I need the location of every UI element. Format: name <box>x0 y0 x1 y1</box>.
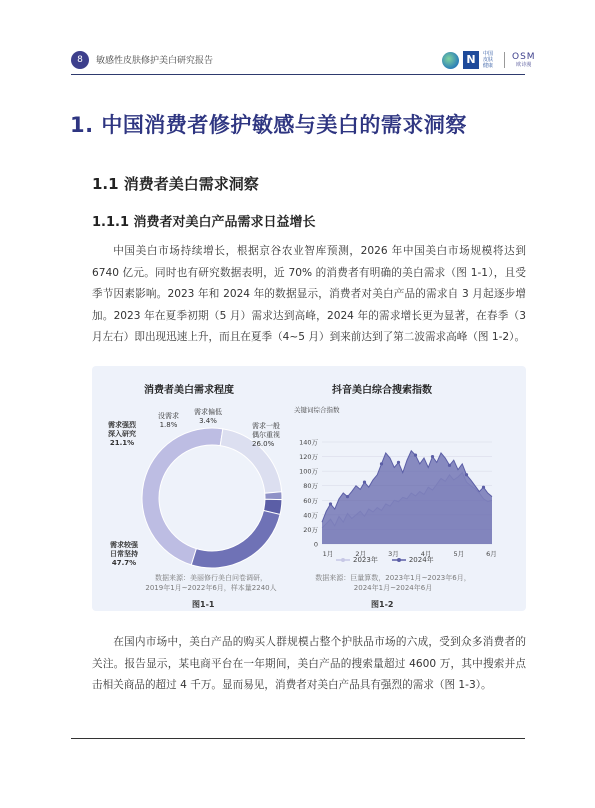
series-point <box>465 473 468 476</box>
footer-divider <box>71 738 525 739</box>
donut-chart-title: 消费者美白需求程度 <box>144 385 234 396</box>
y-tick-label: 100万 <box>299 467 318 476</box>
header-divider <box>71 74 525 75</box>
paragraph-text: 在国内市场中，美白产品的购买人群规模占整个护肤品市场的六成，受到众多消费者的关注。报告显示，某电商平台在一年期间，美白产品的搜索量超过 4600 万，其中搜索并点击相关商品的超过 4 千万。显而易见，消费者对美白产品具有强烈的需求（图 1-3）。 <box>92 636 526 691</box>
x-tick-label: 3月 <box>388 550 399 558</box>
y-tick-label: 140万 <box>299 438 318 447</box>
series-point <box>397 461 400 464</box>
x-tick-label: 1月 <box>322 550 334 558</box>
x-tick-label: 2月 <box>355 550 367 558</box>
y-tick-label: 20万 <box>303 525 318 534</box>
legend-2024: 2024年 <box>392 555 434 565</box>
page-header <box>0 0 595 80</box>
figure1-source: 数据来源：美丽修行美白问卷调研， 2019年1月~2022年6月，样本量2240人 <box>145 574 277 592</box>
logo-text: 中国皮肤健康 <box>483 51 494 69</box>
subsection-title: 1.1.1 消费者对美白产品需求日益增长 <box>92 215 316 230</box>
chart-legend <box>336 555 434 565</box>
label-no-demand: 没需求 1.8% <box>158 412 179 429</box>
figure1-caption: 图1-1 <box>192 600 215 609</box>
logo-divider <box>504 52 505 68</box>
series-point <box>482 486 485 489</box>
line-chart-title: 抖音美白综合搜索指数 <box>332 385 432 396</box>
y-tick-label: 60万 <box>303 496 318 505</box>
paragraph-2 <box>92 632 526 697</box>
area-chart <box>288 402 498 572</box>
figure-panel <box>92 366 526 611</box>
section-title: 1.1 消费者美白需求洞察 <box>92 175 259 193</box>
report-name: 敏感性皮肤修护美白研究报告 <box>96 56 214 66</box>
series-point <box>346 495 349 498</box>
y-tick-label: 0 <box>313 540 318 549</box>
label-strong-demand: 需求强烈 深入研究 21.1% <box>108 421 136 447</box>
series-point <box>363 480 366 483</box>
donut-slice <box>191 510 280 568</box>
label-low-demand: 需求偏低 3.4% <box>194 408 222 425</box>
osm-logo: OSM 欧诗漫 <box>512 52 536 68</box>
series-point <box>448 464 451 467</box>
label-daily-demand: 需求较强 日常坚持 47.7% <box>110 541 138 567</box>
series-point <box>414 454 417 457</box>
legend-2023: 2023年 <box>336 555 378 565</box>
logo-group <box>442 50 536 70</box>
series-point <box>380 462 383 465</box>
y-tick-label: 120万 <box>299 453 318 462</box>
x-tick-label: 5月 <box>453 550 465 558</box>
page-number: 8 <box>71 51 89 69</box>
donut-slice <box>265 492 282 500</box>
figure2-source: 数据来源：巨量算数，2023年1月~2023年6月， 2024年1月~2024年6月 <box>315 574 471 592</box>
chapter-title: 1. 中国消费者修护敏感与美白的需求洞察 <box>70 113 467 137</box>
paragraph-text: 中国美白市场持续增长，根据京谷农业智库预测，2026 年中国美白市场规模将达到 6740 亿元。同时也有研究数据表明，近 70% 的消费者有明确的美白需求（图 1-1），且受季节因素影响。2023 年和 2024 年的数据显示，消费者对美白产品的需求自 3 月起逐步增加。2023 年在夏季初期（5 月）需求达到高峰，2024 年的需求增长更为显著，在春季（3 月左右）即出现迅速上升，而且在夏季（4~5 月）到来前达到了第二波需求高峰（图 1-2）。 <box>92 245 526 343</box>
x-tick-label: 4月 <box>420 550 432 558</box>
paragraph-1 <box>92 241 526 349</box>
x-tick-label: 6月 <box>486 550 497 558</box>
donut-slice <box>142 428 223 565</box>
globe-logo-icon <box>442 52 459 69</box>
y-axis-title: 关键词综合指数 <box>294 406 340 414</box>
label-occasional-demand: 需求一般 偶尔重视 26.0% <box>252 422 280 448</box>
figure2-caption: 图1-2 <box>371 600 394 609</box>
y-tick-label: 80万 <box>303 482 318 491</box>
series-point <box>329 502 332 505</box>
n-logo-icon: N <box>463 51 479 69</box>
series-point <box>431 455 434 458</box>
y-tick-label: 40万 <box>303 511 318 520</box>
